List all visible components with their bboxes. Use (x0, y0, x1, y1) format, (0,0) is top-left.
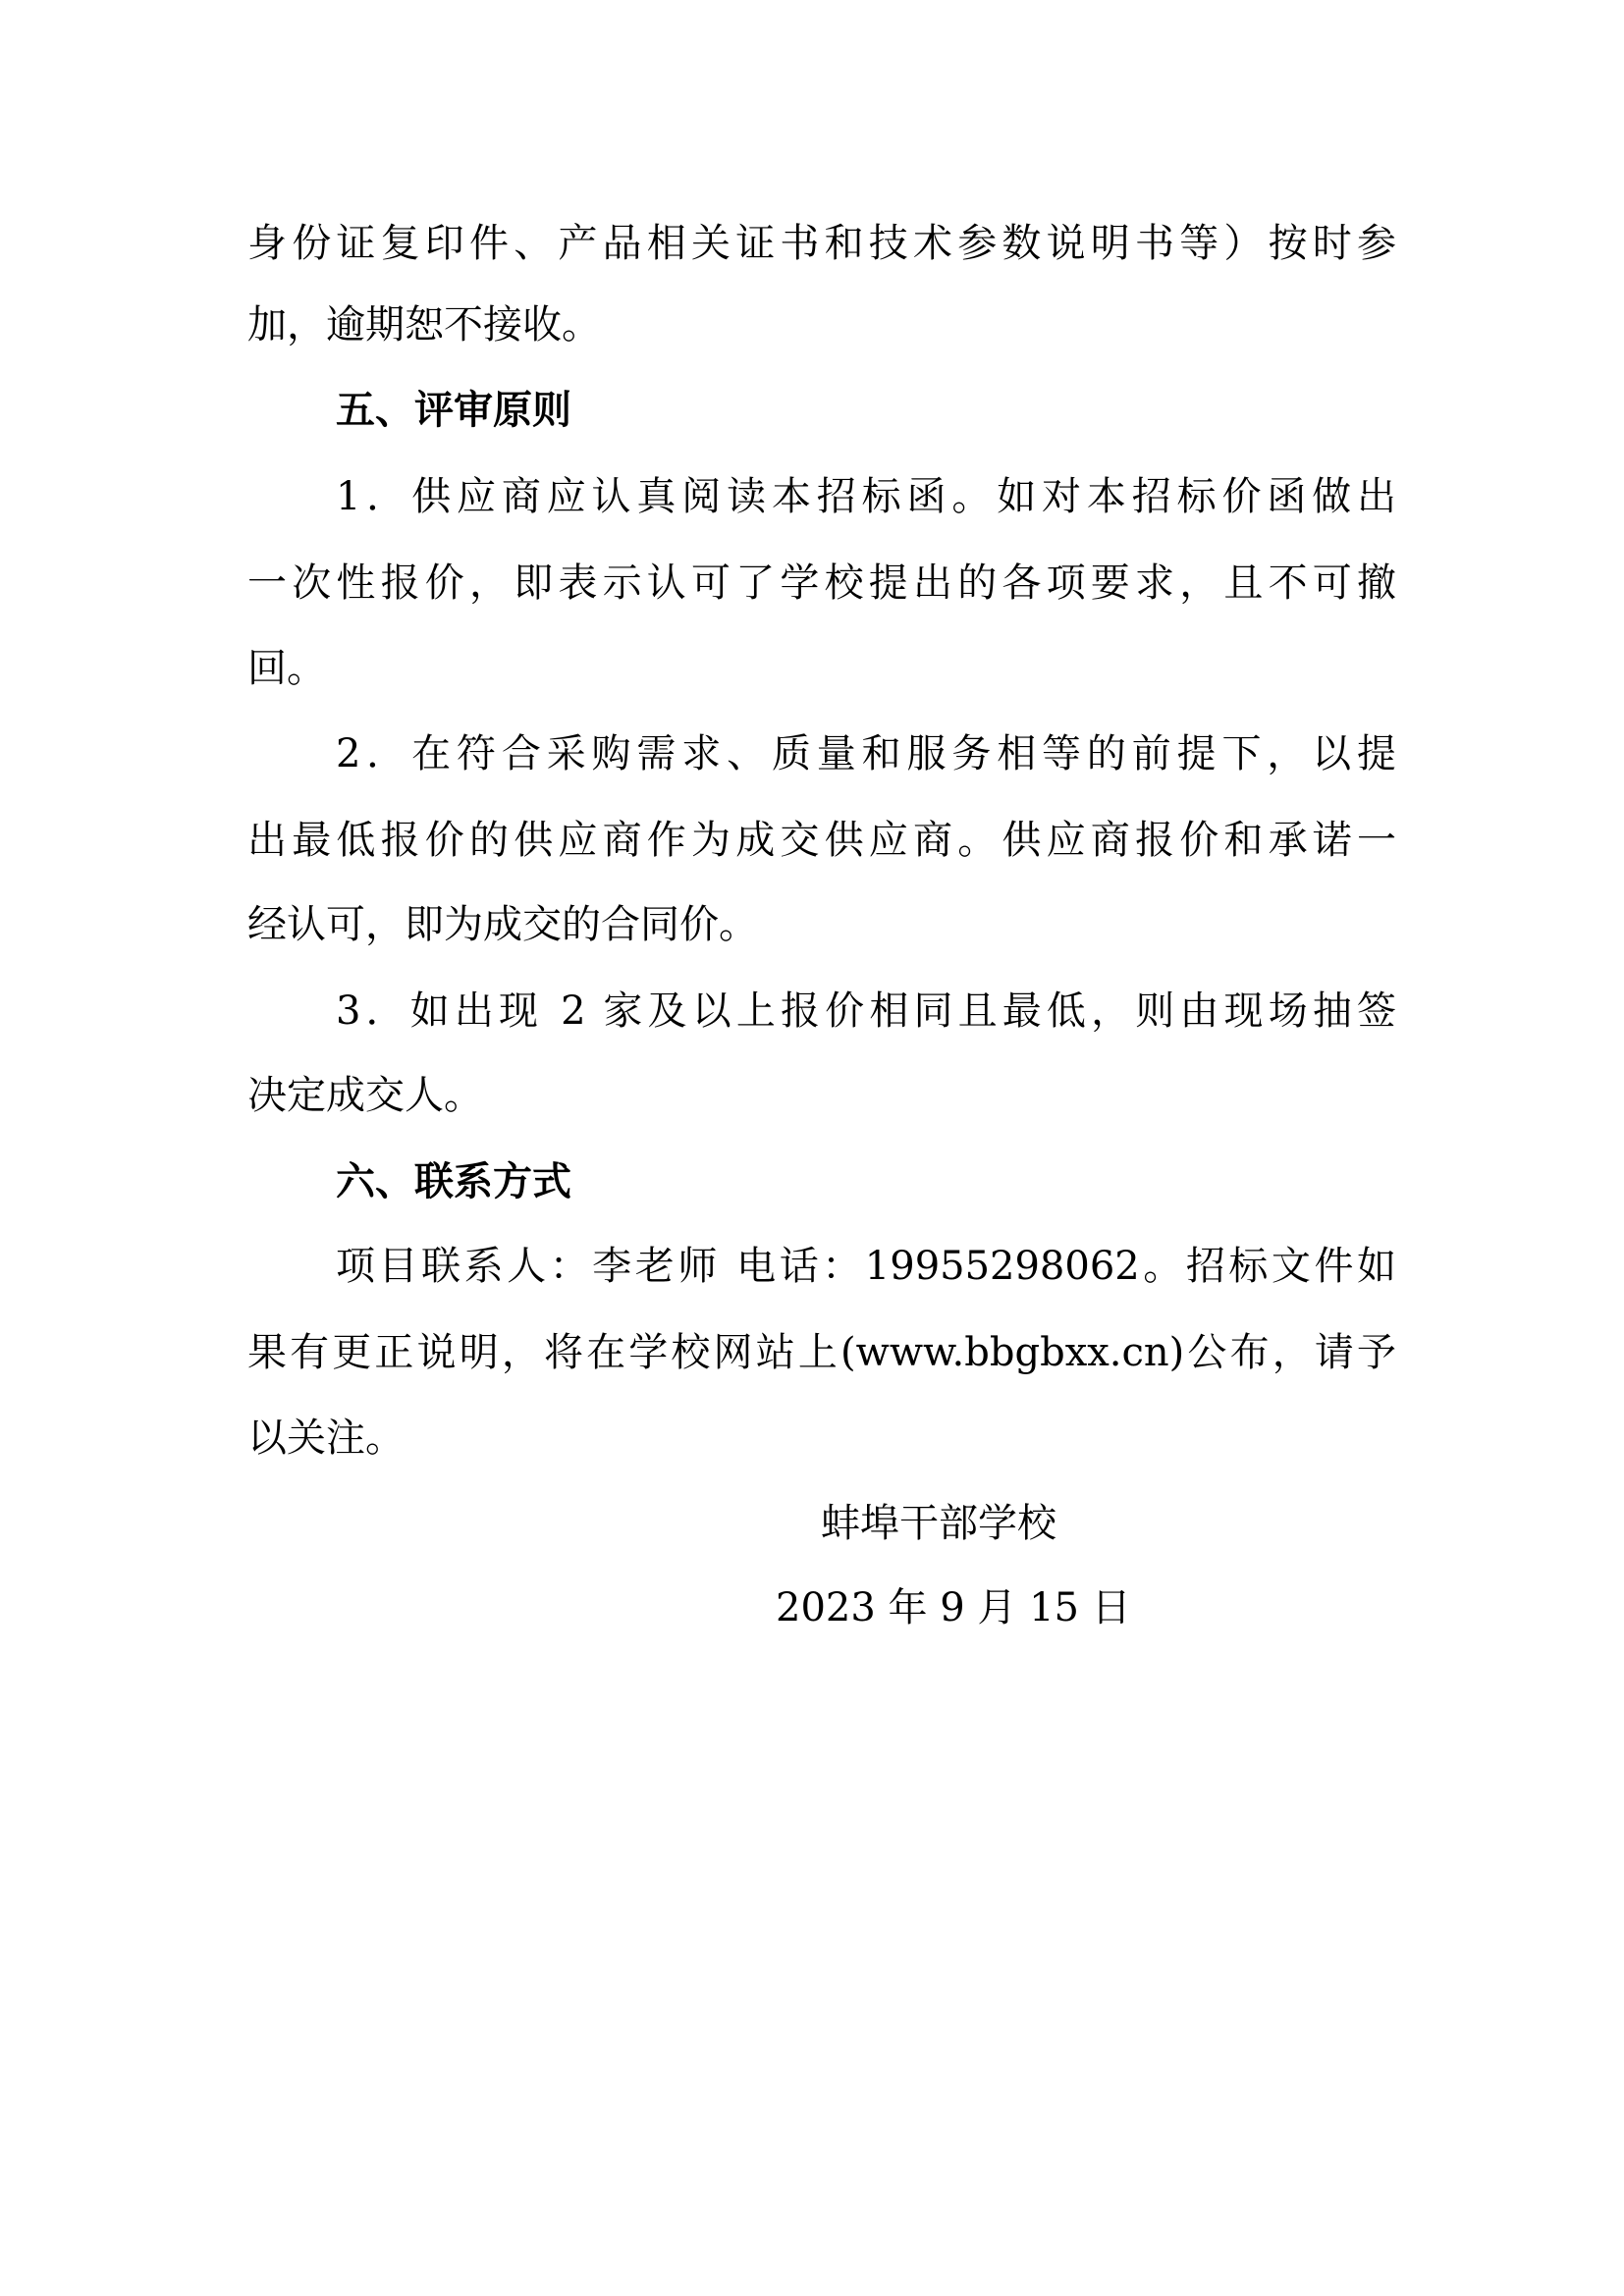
signature-date: 2023 年 9 月 15 日 (776, 1585, 1131, 1630)
paragraph-line: 经认可，即为成交的合同价。 (247, 902, 758, 947)
section-heading-contact: 六、联系方式 (336, 1159, 571, 1204)
paragraph-line: 以关注。 (247, 1415, 405, 1461)
paragraph-line: 3．如出现 2 家及以上报价相同且最低，则由现场抽签 (336, 988, 1396, 1034)
signature-organization: 蚌埠干部学校 (821, 1501, 1056, 1546)
paragraph-line: 一次性报价，即表示认可了学校提出的各项要求，且不可撤 (247, 561, 1396, 606)
paragraph-line: 决定成交人。 (247, 1073, 483, 1118)
paragraph-line: 出最低报价的供应商作为成交供应商。供应商报价和承诺一 (247, 818, 1396, 863)
paragraph-line: 项目联系人：李老师 电话：19955298062。招标文件如 (336, 1244, 1396, 1289)
paragraph-line: 身份证复印件、产品相关证书和技术参数说明书等）按时参 (247, 221, 1396, 266)
paragraph-line: 果有更正说明，将在学校网站上(www.bbgbxx.cn)公布，请予 (247, 1330, 1396, 1375)
paragraph-line: 加，逾期恕不接收。 (247, 302, 601, 347)
section-heading-review-principles: 五、评审原则 (336, 388, 571, 433)
paragraph-line: 2．在符合采购需求、质量和服务相等的前提下，以提 (336, 731, 1396, 776)
paragraph-line: 1．供应商应认真阅读本招标函。如对本招标价函做出 (336, 474, 1396, 519)
paragraph-line: 回。 (247, 646, 326, 691)
